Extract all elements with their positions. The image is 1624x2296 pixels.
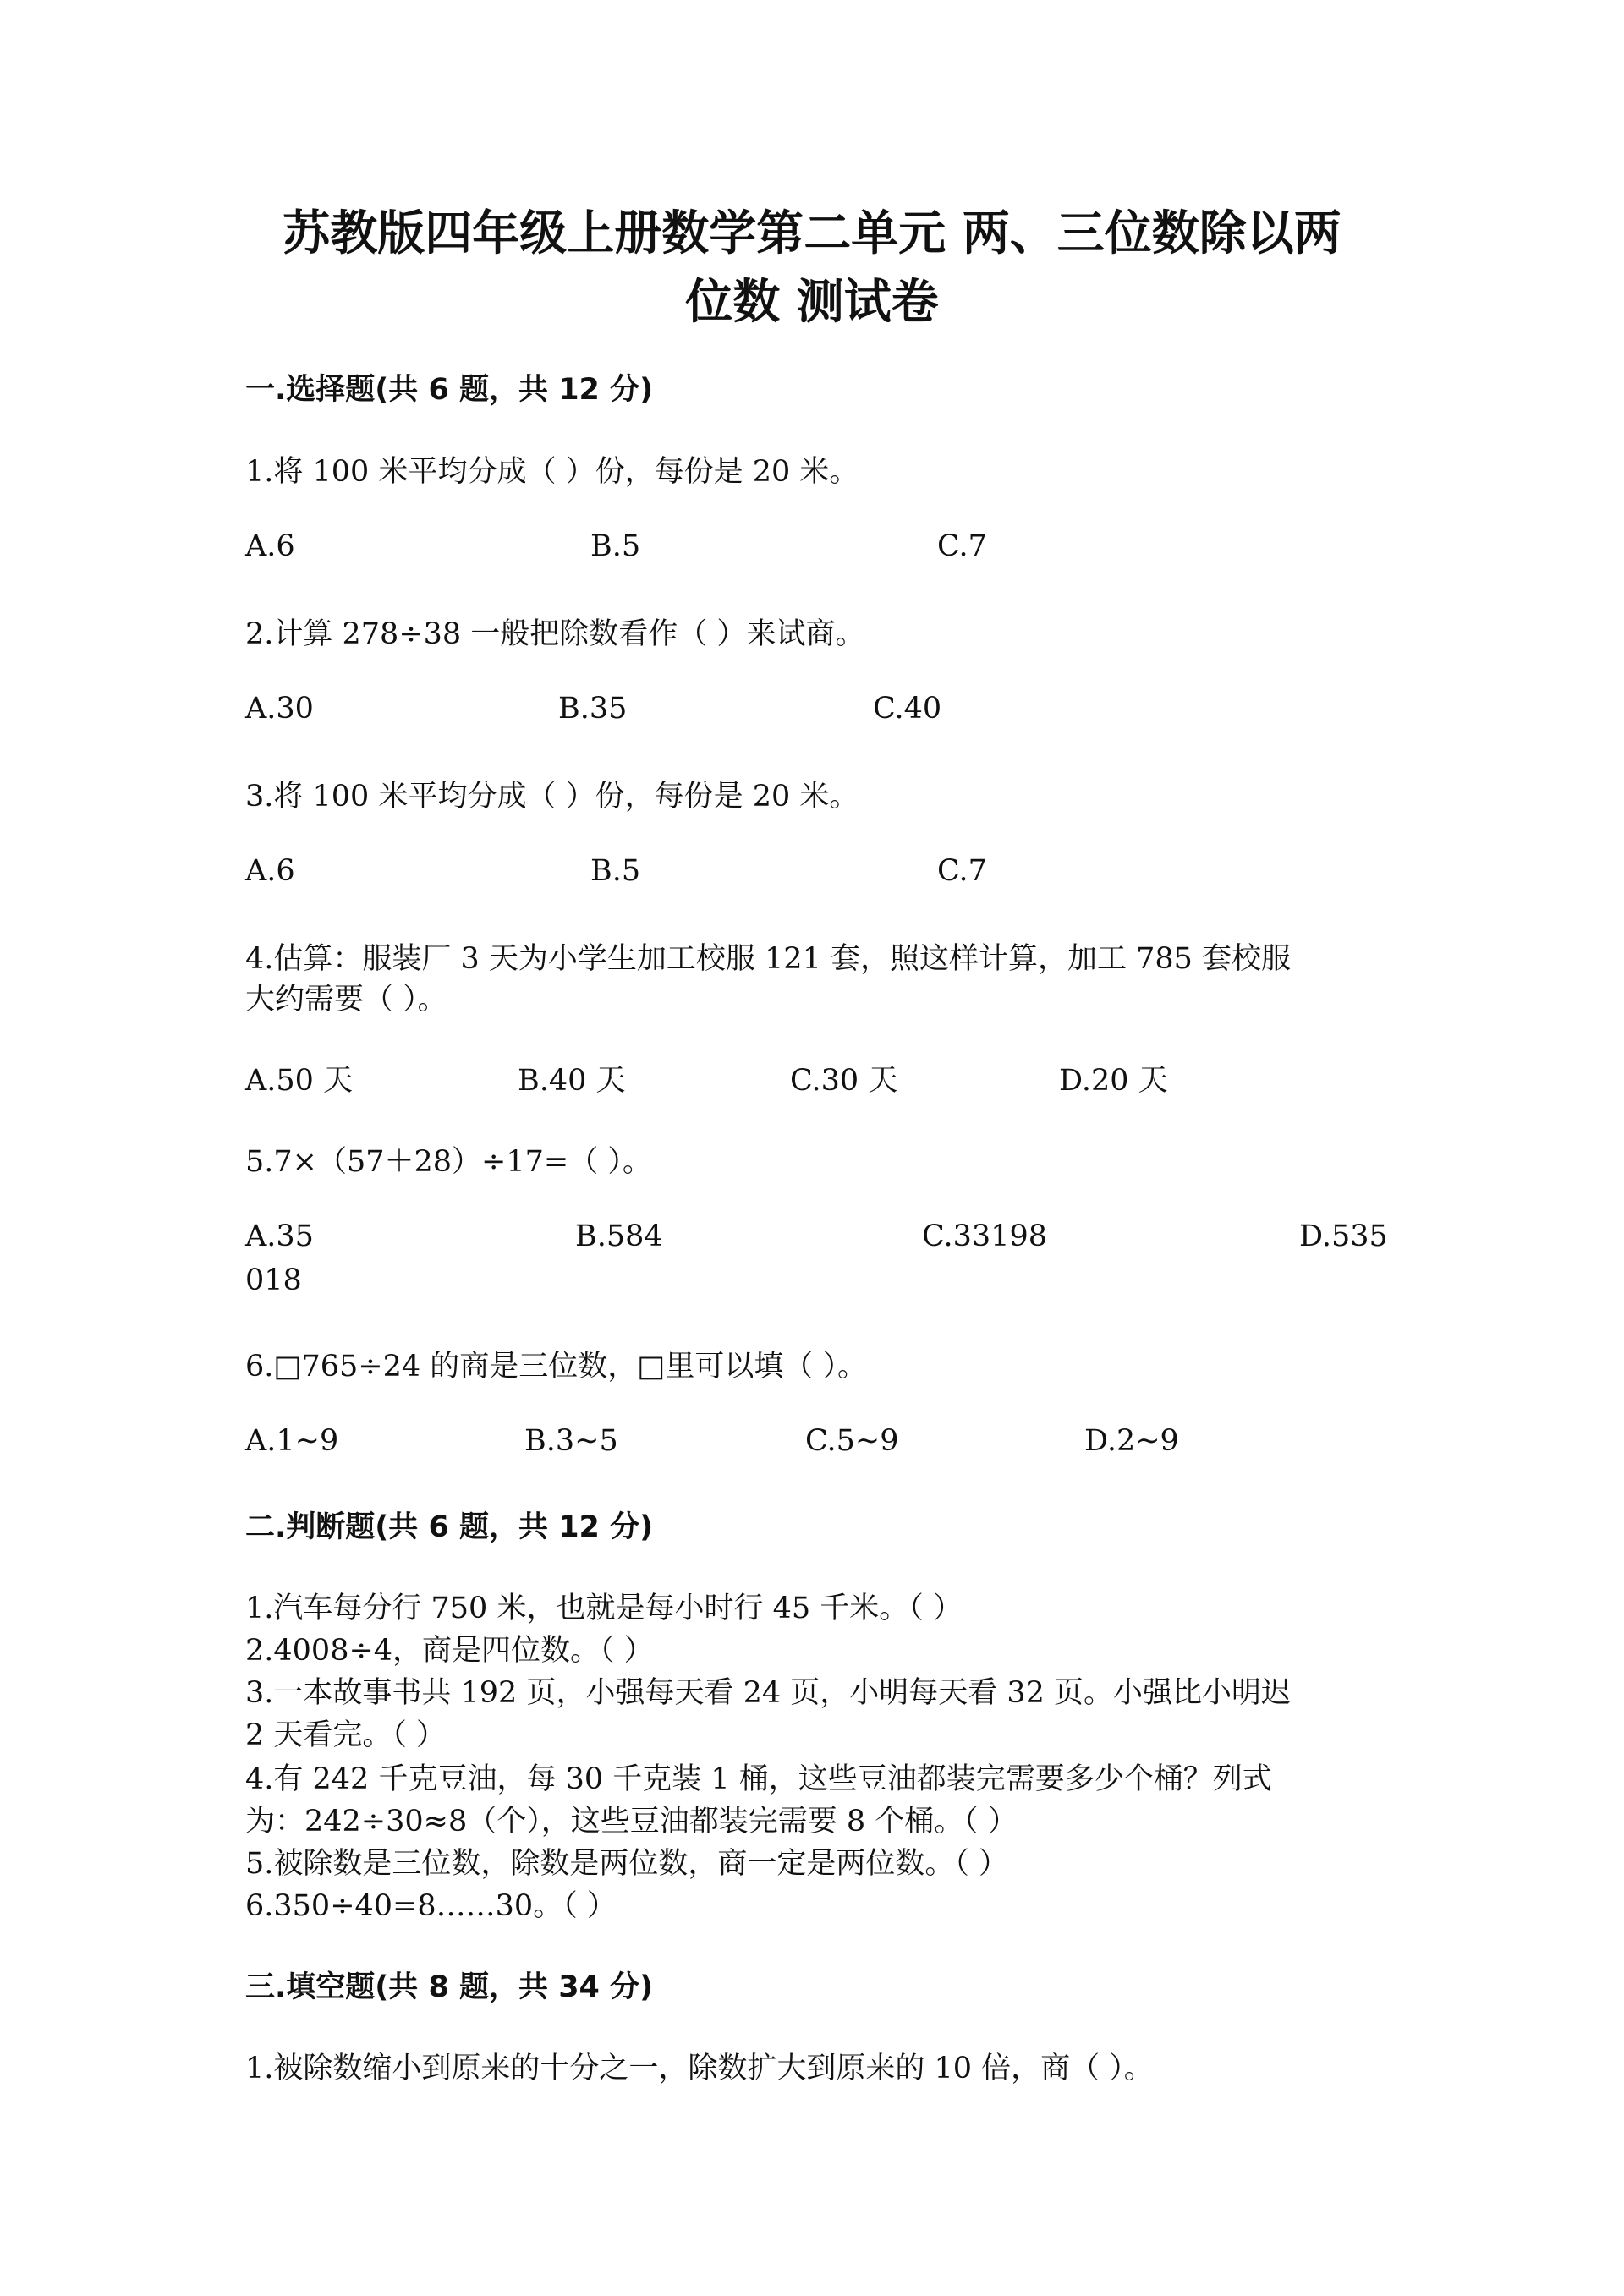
question-text: 2.计算 278÷38 一般把除数看作（ ）来试商。 bbox=[245, 617, 865, 651]
question-text: 5.7×（57＋28）÷17=（ ）。 bbox=[245, 1145, 652, 1179]
title-line-1: 苏教版四年级上册数学第二单元 两、三位数除以两 bbox=[283, 206, 1341, 261]
judgment-line: 4.有 242 千克豆油，每 30 千克装 1 桶，这些豆油都装完需要多少个桶？列式 bbox=[245, 1762, 1272, 1796]
judgment-line: 2.4008÷4，商是四位数。（ ） bbox=[245, 1634, 654, 1668]
section-heading-choice: 一.选择题(共 6 题，共 12 分) bbox=[245, 373, 654, 407]
question-text: 1.将 100 米平均分成（ ）份，每份是 20 米。 bbox=[245, 455, 859, 489]
option-d: D.535 bbox=[1299, 1219, 1388, 1253]
section-heading-fill: 三.填空题(共 8 题，共 34 分) bbox=[245, 1970, 654, 2004]
option-d-overflow: 018 bbox=[245, 1263, 302, 1297]
option-c: C.7 bbox=[937, 529, 987, 563]
judgment-line: 5.被除数是三位数，除数是两位数，商一定是两位数。（ ） bbox=[245, 1847, 1009, 1881]
option-a: A.1~9 bbox=[245, 1424, 339, 1458]
question-text: 6.□765÷24 的商是三位数，□里可以填（ ）。 bbox=[245, 1350, 867, 1384]
option-c: C.7 bbox=[937, 854, 987, 888]
option-b: B.35 bbox=[558, 692, 628, 726]
option-c: C.33198 bbox=[922, 1219, 1047, 1253]
option-b: B.5 bbox=[590, 854, 641, 888]
option-a: A.30 bbox=[245, 692, 314, 726]
option-a: A.6 bbox=[245, 529, 295, 563]
option-b: B.5 bbox=[590, 529, 641, 563]
judgment-line: 2 天看完。（ ） bbox=[245, 1718, 447, 1752]
judgment-line: 3.一本故事书共 192 页，小强每天看 24 页，小明每天看 32 页。小强比小明迟 bbox=[245, 1676, 1292, 1710]
fill-line: 1.被除数缩小到原来的十分之一，除数扩大到原来的 10 倍，商（ ）。 bbox=[245, 2052, 1154, 2085]
option-b: B.3~5 bbox=[524, 1424, 618, 1458]
question-text-continued: 大约需要（ ）。 bbox=[245, 983, 447, 1016]
option-b: B.40 天 bbox=[518, 1064, 626, 1098]
judgment-line: 6.350÷40=8……30。（ ） bbox=[245, 1889, 617, 1923]
option-a: A.35 bbox=[245, 1219, 314, 1253]
option-c: C.5~9 bbox=[805, 1424, 899, 1458]
option-c: C.40 bbox=[873, 692, 942, 726]
title-line-2: 位数 测试卷 bbox=[685, 275, 939, 330]
judgment-line: 1.汽车每分行 750 米，也就是每小时行 45 千米。（ ） bbox=[245, 1592, 963, 1625]
option-a: A.6 bbox=[245, 854, 295, 888]
judgment-line: 为：242÷30≈8（个），这些豆油都装完需要 8 个桶。（ ） bbox=[245, 1805, 1018, 1838]
question-text: 3.将 100 米平均分成（ ）份，每份是 20 米。 bbox=[245, 780, 859, 814]
question-text: 4.估算：服装厂 3 天为小学生加工校服 121 套，照这样计算，加工 785 套校服 bbox=[245, 942, 1292, 976]
option-d: D.20 天 bbox=[1059, 1064, 1168, 1098]
option-c: C.30 天 bbox=[790, 1064, 898, 1098]
option-b: B.584 bbox=[575, 1219, 663, 1253]
option-a: A.50 天 bbox=[245, 1064, 354, 1098]
option-d: D.2~9 bbox=[1084, 1424, 1179, 1458]
section-heading-judgment: 二.判断题(共 6 题，共 12 分) bbox=[245, 1510, 654, 1544]
